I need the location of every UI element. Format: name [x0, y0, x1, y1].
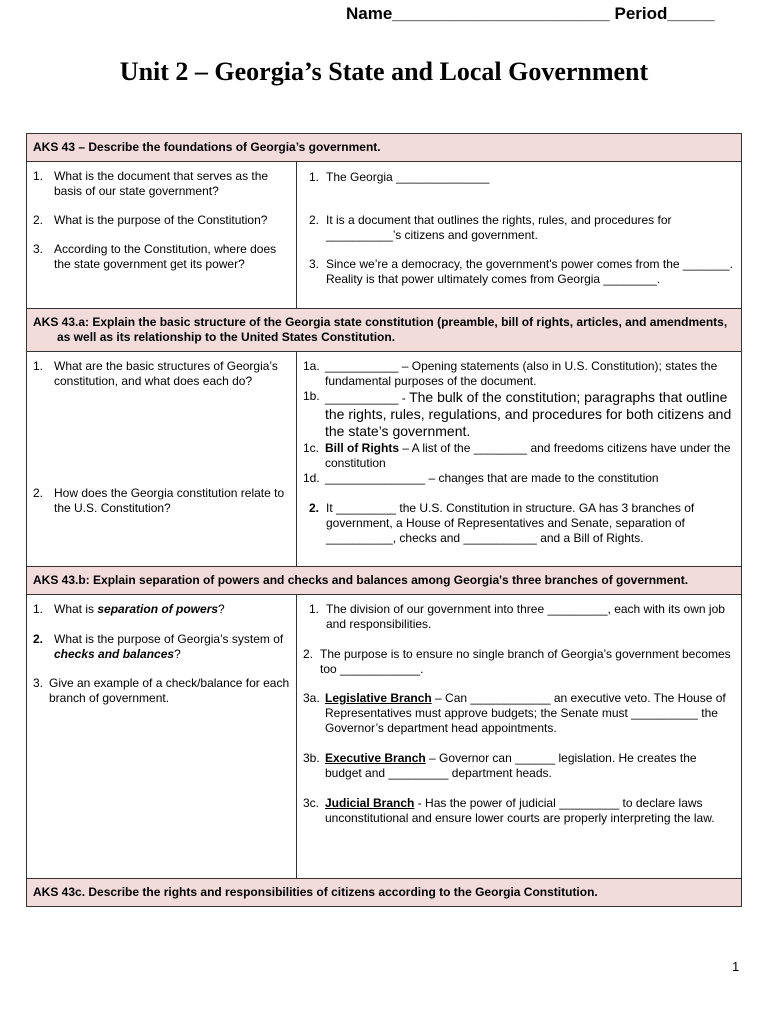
answer-text-rest: – A list of the ________ and freedoms citizens have under the constitution [325, 441, 731, 470]
answer-cell [297, 162, 742, 309]
section-row [27, 162, 742, 309]
question-number: 3. [33, 676, 44, 690]
question-number: 2. [33, 632, 44, 646]
answer-number: 1a. [303, 359, 320, 373]
question-text: Give an example of a check/balance for each branch of government. [49, 676, 290, 705]
answer-number: 3a. [303, 691, 320, 705]
question-item [33, 486, 290, 516]
page-number: 1 [732, 959, 740, 974]
answer-number: 1. [309, 602, 320, 616]
question-number: 1. [33, 359, 44, 373]
answer-number: 2. [309, 213, 320, 227]
answer-item [303, 647, 735, 677]
page-title: Unit 2 – Georgia’s State and Local Government [119, 57, 649, 86]
answer-item [303, 389, 735, 440]
section-row [27, 595, 742, 879]
answer-item [303, 213, 735, 243]
checks-and-balances-term: checks and balances [54, 647, 175, 661]
answer-number: 3. [309, 257, 320, 271]
question-number: 3. [33, 242, 44, 256]
name-period-line: Name_______________________ Period_____ [346, 4, 715, 23]
question-item [33, 359, 290, 389]
section-heading-row [27, 134, 742, 162]
answer-cell [297, 595, 742, 879]
answer-item [303, 751, 735, 781]
aks-43a-heading [27, 309, 742, 352]
answer-item [303, 602, 735, 632]
executive-branch-label: Executive Branch [325, 751, 426, 765]
section-heading-row [27, 879, 742, 907]
question-text: How does the Georgia constitution relate to the U.S. Constitution? [54, 486, 285, 515]
aks-43b-heading: AKS 43.b: Explain separation of powers and checks and balances among Georgia's three branches of government. [27, 567, 742, 595]
answer-text: The purpose is to ensure no single branch of Georgia’s government becomes too ____________. [320, 647, 731, 676]
question-text-post: ? [174, 647, 181, 661]
answer-item [303, 796, 735, 826]
question-cell [27, 162, 297, 309]
question-item [33, 676, 290, 706]
separation-of-powers-term: separation of powers [97, 602, 219, 616]
question-text [54, 602, 290, 617]
answer-number: 1d. [303, 471, 320, 485]
answer-text [325, 751, 735, 781]
answer-item [303, 257, 735, 287]
question-cell [27, 595, 297, 879]
bill-of-rights-label: Bill of Rights [325, 441, 399, 455]
answer-number: 1c. [303, 441, 320, 455]
question-item [33, 602, 290, 617]
question-item [33, 169, 290, 199]
question-number: 1. [33, 602, 44, 616]
answer-text [325, 441, 735, 471]
section-row [27, 352, 742, 567]
answer-number: 3c. [303, 796, 320, 810]
aks-43c-heading: AKS 43c. Describe the rights and responsibilities of citizens according to the Georgia Constitution. [27, 879, 742, 907]
answer-text: It is a document that outlines the rights, rules, and procedures for __________’s citizens and government. [326, 213, 672, 242]
answer-text: The Georgia ______________ [326, 170, 490, 184]
question-text-pre: What is the purpose of Georgia’s system of [54, 632, 284, 646]
question-text-post: ? [218, 602, 225, 616]
answer-item [303, 691, 735, 736]
aks-43a-heading-text: AKS 43.a: Explain the basic structure of the Georgia state constitution (preamble, bill of rights, articles, and amendments, as well as its relationship to the United States Constitution. [33, 315, 728, 344]
question-text: According to the Constitution, where does the state government get its power? [54, 242, 277, 271]
question-text-pre: What is [54, 602, 98, 616]
answer-text [325, 389, 735, 440]
answer-number: 2. [309, 501, 320, 515]
answer-text [325, 691, 735, 736]
question-text: What is the document that serves as the basis of our state government? [54, 169, 269, 198]
answer-number: 3b. [303, 751, 320, 765]
legislative-branch-label: Legislative Branch [325, 691, 432, 705]
answer-text-rest: – Governor can ______ legislation. He creates the budget and _________ department heads. [325, 751, 697, 780]
answer-item [303, 471, 735, 486]
question-item [33, 213, 290, 228]
answer-item [303, 359, 735, 389]
question-text: What are the basic structures of Georgia’s constitution, and what does each do? [54, 359, 278, 388]
answer-number: 2. [303, 647, 314, 661]
question-item [33, 632, 290, 662]
answer-text: Since we’re a democracy, the government's power comes from the _______. Reality is that power ultimately comes from Georgia ________. [326, 257, 733, 286]
answer-blank: ___________ - [325, 391, 410, 405]
answer-text-rest: – Can ____________ an executive veto. The House of Representatives must approve budgets; the Senate must __________ the Governor’s department head appointments. [325, 691, 726, 735]
answer-item [303, 441, 735, 471]
aks-43-heading: AKS 43 – Describe the foundations of Georgia’s government. [27, 134, 742, 162]
answer-text [325, 796, 735, 826]
answer-cell [297, 352, 742, 567]
question-text: What is the purpose of the Constitution? [54, 213, 268, 227]
answer-text: ___________ – Opening statements (also in U.S. Constitution); states the fundamental purposes of the document. [325, 359, 718, 388]
answer-large-text: The bulk of the constitution; paragraphs that outline the rights, rules, regulations, and procedures for both citizens and the state’s government. [325, 389, 732, 439]
judicial-branch-label: Judicial Branch [325, 796, 415, 810]
answer-text-rest: - Has the power of judicial _________ to declare laws unconstitutional and ensure lower courts are properly interpreting the law. [325, 796, 715, 825]
answer-text: It _________ the U.S. Constitution in structure. GA has 3 branches of government, a House of Representatives and Senate, separation of __________, checks and ___________ and a Bill of Rights. [326, 501, 695, 545]
answer-text: The division of our government into three _________, each with its own job and responsibilities. [326, 602, 725, 631]
answer-number: 1b. [303, 389, 320, 403]
answer-text: _______________ – changes that are made to the constitution [325, 471, 659, 485]
question-cell [27, 352, 297, 567]
section-heading-row [27, 309, 742, 352]
worksheet-table [26, 133, 742, 907]
question-item [33, 242, 290, 272]
question-number: 1. [33, 169, 44, 183]
question-number: 2. [33, 486, 44, 500]
answer-number: 1. [309, 170, 320, 184]
section-heading-row [27, 567, 742, 595]
question-text [54, 632, 290, 662]
answer-item [303, 501, 735, 546]
answer-item [303, 170, 735, 185]
question-number: 2. [33, 213, 44, 227]
